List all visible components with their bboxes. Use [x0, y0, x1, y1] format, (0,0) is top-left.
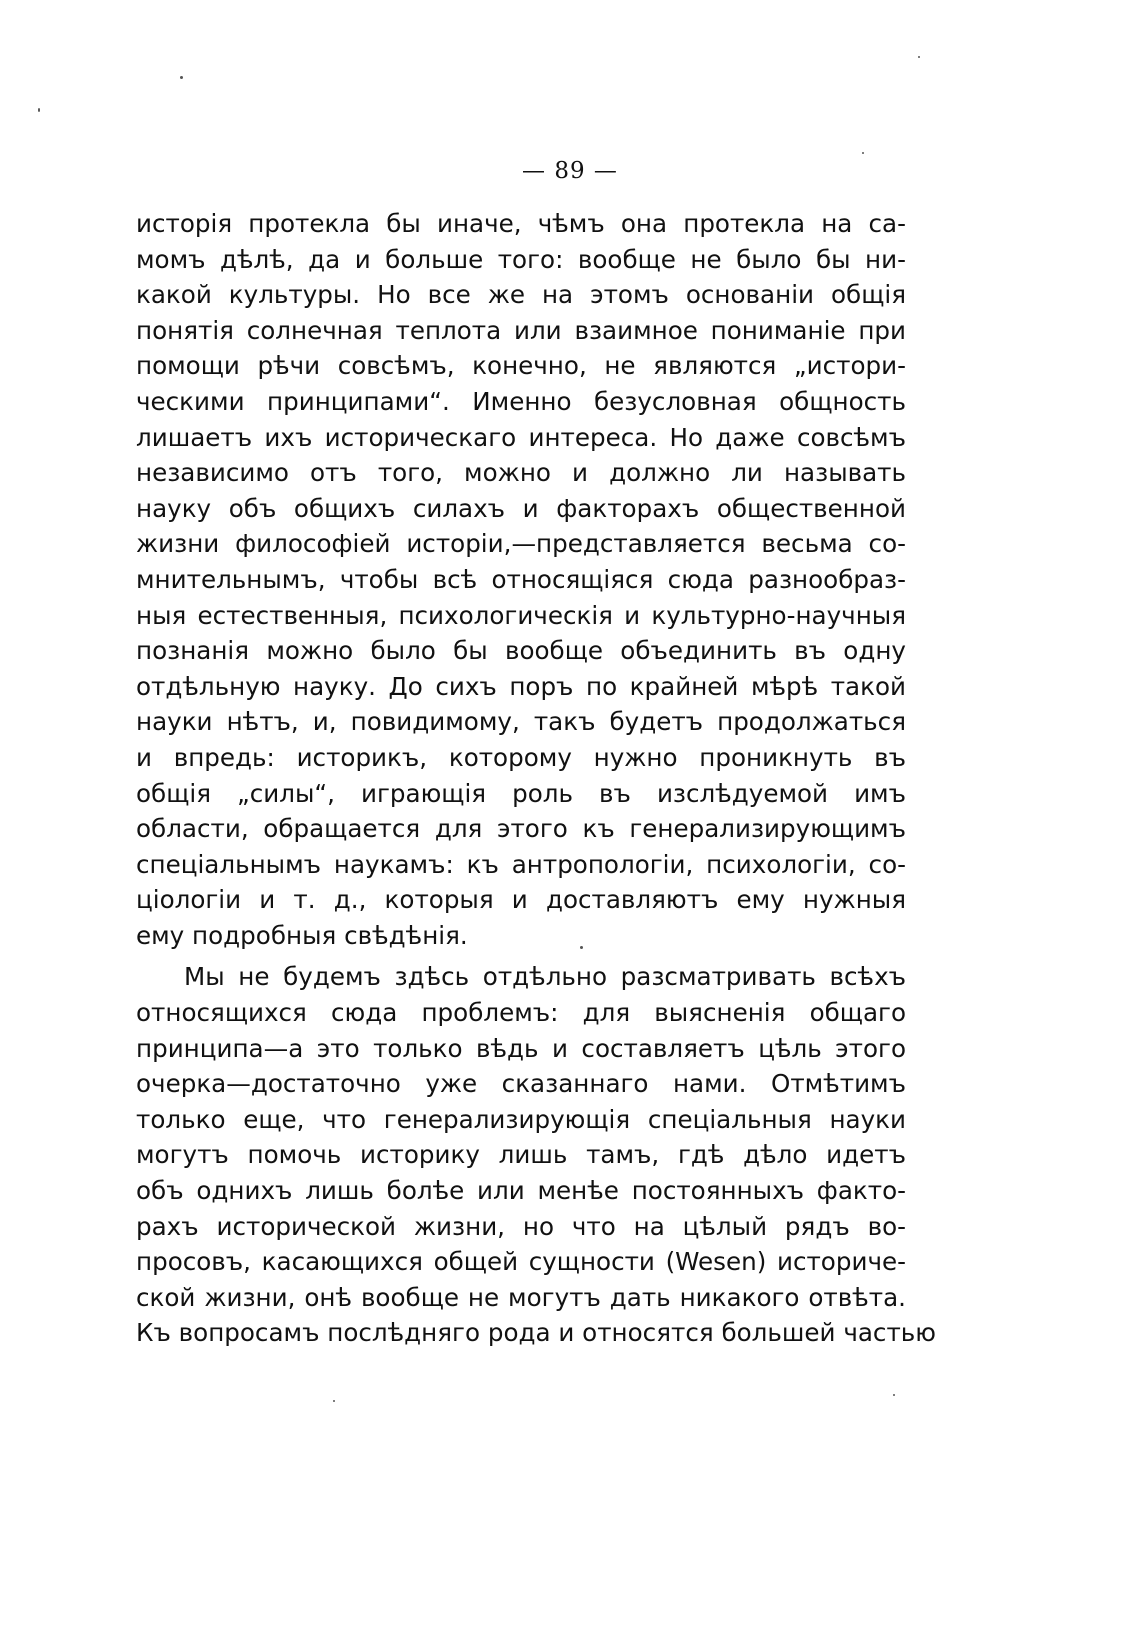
text-line: Мы не будемъ здѣсь отдѣльно разсматривать всѣхъ [184, 962, 906, 992]
scan-speck [918, 56, 920, 58]
text-line: какой культуры. Но все же на этомъ основаніи общія [136, 280, 906, 310]
text-line: и впредь: историкъ, которому нужно проникнуть въ [136, 742, 906, 772]
paragraph [136, 959, 936, 1351]
text-line: исторія протекла бы иначе, чѣмъ она протекла на са- [136, 209, 906, 238]
text-line: относящихся сюда проблемъ: для выясненія общаго [136, 998, 906, 1028]
text-line: Къ вопросамъ послѣдняго рода и относятся большей частью [136, 1318, 936, 1348]
text-line: жизни философіей исторіи,—представляется весьма со- [136, 529, 906, 559]
text-line: очерка—достаточно уже сказаннаго нами. Отмѣтимъ [136, 1069, 906, 1099]
text-line: науки нѣтъ, и, повидимому, такъ будетъ продолжаться [136, 707, 906, 737]
scan-speck [893, 1394, 895, 1396]
text-line: объ однихъ лишь болѣе или менѣе постоянныхъ факто- [136, 1176, 906, 1206]
text-line: лишаетъ ихъ историческаго интереса. Но даже совсѣмъ [136, 422, 906, 452]
scan-speck [180, 76, 183, 79]
text-line: помощи рѣчи совсѣмъ, конечно, не являются „истори- [136, 351, 906, 381]
text-line: спеціальнымъ наукамъ: къ антропологіи, психологіи, со- [136, 849, 906, 879]
text-line: только еще, что генерализирующія спеціальныя науки [136, 1104, 906, 1134]
text-line: ціологіи и т. д., которыя и доставляютъ ему нужныя [136, 885, 906, 915]
text-line: ему подробныя свѣдѣнія. [136, 920, 468, 950]
text-line: ныя естественныя, психологическія и культурно-научныя [136, 600, 906, 630]
text-line: момъ дѣлѣ, да и больше того: вообще не было бы ни- [136, 244, 906, 274]
text-line: могутъ помочь историку лишь тамъ, гдѣ дѣло идетъ [136, 1140, 906, 1170]
text-line: общія „силы“, играющія роль въ изслѣдуемой имъ [136, 778, 906, 808]
page-number: — 89 — [522, 158, 618, 184]
text-line: понятія солнечная теплота или взаимное пониманіе при [136, 315, 906, 345]
text-line: мнительнымъ, чтобы всѣ относящіяся сюда разнообраз- [136, 564, 906, 594]
text-line: принципа—а это только вѣдь и составляетъ цѣль этого [136, 1033, 906, 1063]
text-line: области, обращается для этого къ генерализирующимъ [136, 814, 906, 844]
text-line: отдѣльную науку. До сихъ поръ по крайней мѣрѣ такой [136, 671, 906, 701]
text-line: ческими принципами“. Именно безусловная общность [136, 386, 906, 416]
text-line: рахъ исторической жизни, но что на цѣлый рядъ во- [136, 1211, 906, 1241]
scan-speck [38, 108, 40, 112]
paragraph [136, 206, 906, 953]
text-line: независимо отъ того, можно и должно ли называть [136, 458, 906, 488]
text-line: просовъ, касающихся общей сущности (Wesen) историче- [136, 1247, 906, 1277]
scan-speck [333, 1400, 335, 1402]
text-line: познанія можно было бы вообще объединить въ одну [136, 636, 906, 666]
text-line: науку объ общихъ силахъ и факторахъ общественной [136, 493, 906, 523]
body-text [136, 206, 936, 1351]
scan-speck [862, 152, 864, 154]
text-line: ской жизни, онѣ вообще не могутъ дать никакого отвѣта. [136, 1282, 906, 1312]
